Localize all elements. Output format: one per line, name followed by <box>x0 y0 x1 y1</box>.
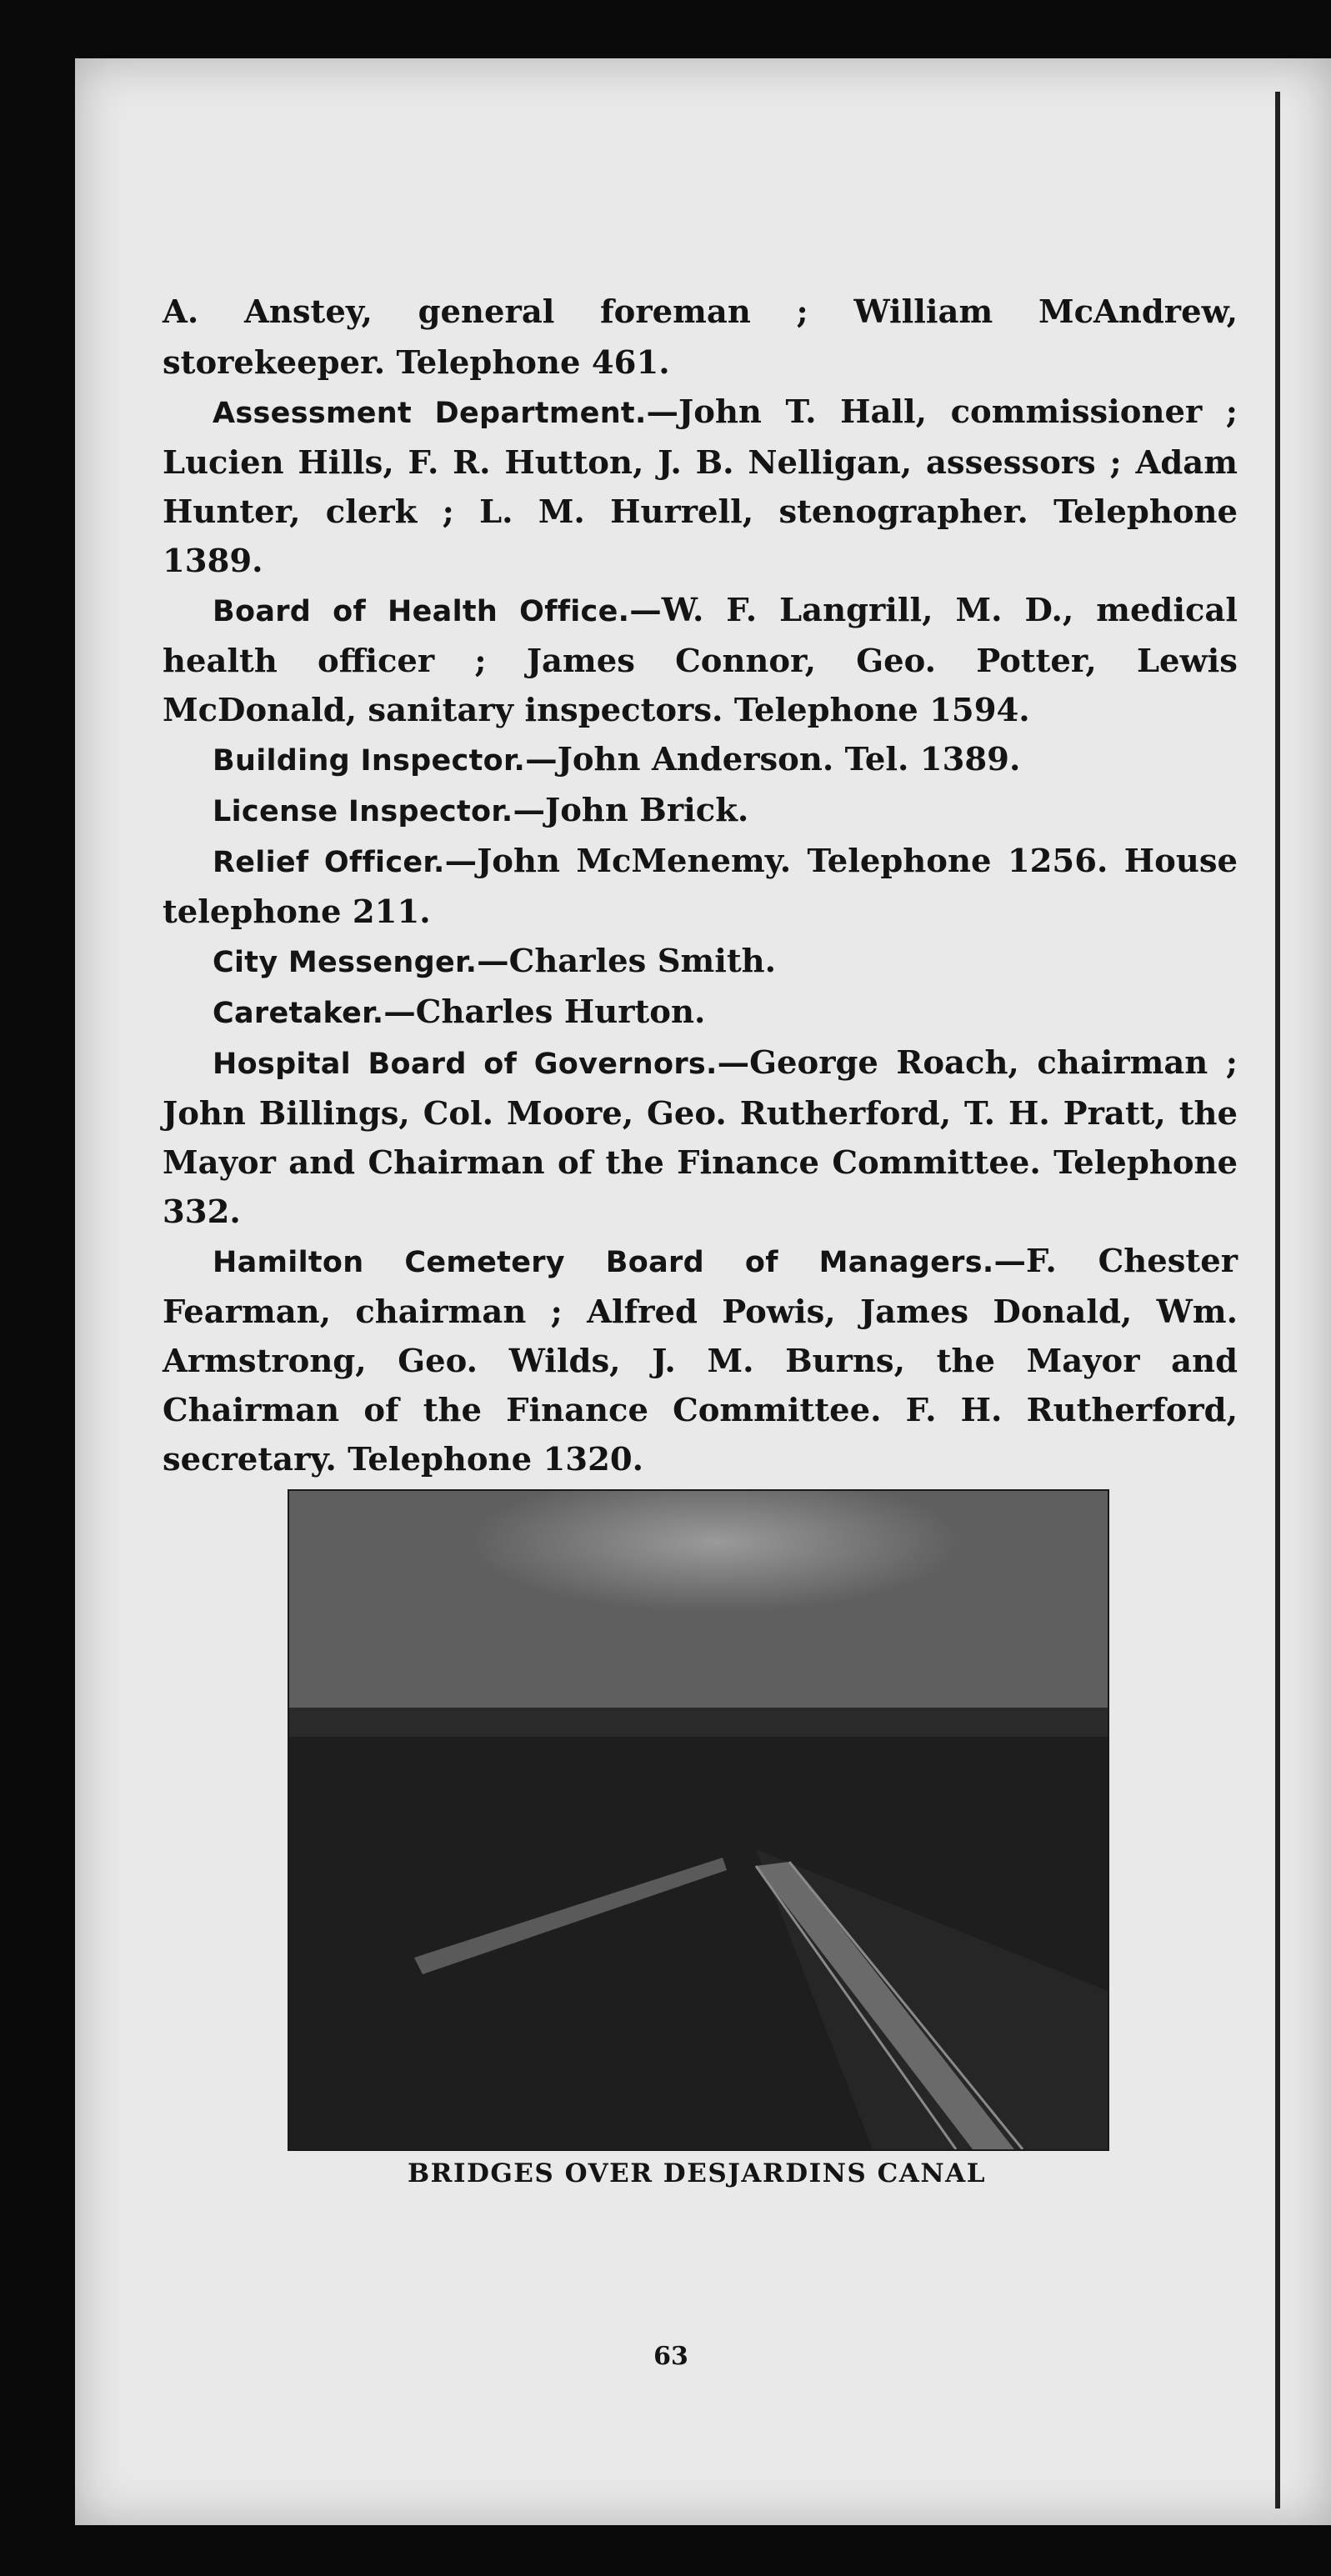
paragraph-text: —John McMenemy. Telephone 1256. House telephone 211. <box>163 843 1238 931</box>
photo-drawing <box>289 1491 1108 2149</box>
paragraph-text: —George Roach, chairman ; John Billings, Col. Moore, Geo. Rutherford, T. H. Pratt, the Mayor and Chairman of the Finance Committee. Telephone 332. <box>163 1044 1238 1231</box>
sky <box>289 1491 1108 1724</box>
paragraph-heading: Relief Officer. <box>213 846 445 879</box>
paragraph-text: —W. F. Langrill, M. D., medical health officer ; James Connor, Geo. Potter, Lewis McDonald, sanitary inspectors. Telephone 1594. <box>163 592 1238 729</box>
paragraph-heading: Building Inspector. <box>213 744 526 778</box>
paragraph-text: —John T. Hall, commissioner ; Lucien Hills, F. R. Hutton, J. B. Nelligan, assessors ; Adam Hunter, clerk ; L. M. Hurrell, stenographer. Telephone 1389. <box>163 393 1238 580</box>
paragraph-heading: License Inspector. <box>213 795 513 828</box>
paragraph <box>163 288 1238 388</box>
paragraph <box>163 1038 1238 1237</box>
paragraph <box>163 735 1238 786</box>
paragraph-text: —Charles Hurton. <box>383 993 706 1031</box>
page-number: 63 <box>653 2342 688 2371</box>
paragraph <box>163 586 1238 735</box>
paragraph-heading: Hospital Board of Governors. <box>213 1048 718 1081</box>
paragraph <box>163 988 1238 1038</box>
paragraph <box>163 388 1238 586</box>
paragraph-heading: Board of Health Office. <box>213 595 630 628</box>
page-edge <box>1275 92 1280 2508</box>
paragraph-text: —John Anderson. Tel. 1389. <box>525 741 1021 778</box>
paragraph <box>163 937 1238 988</box>
paragraph <box>163 837 1238 937</box>
paragraph-text: —Charles Smith. <box>477 943 777 980</box>
bridges-photograph <box>288 1489 1109 2151</box>
photo-caption: BRIDGES OVER DESJARDINS CANAL <box>407 2158 986 2188</box>
paragraph-heading: Hamilton Cemetery Board of Managers. <box>213 1246 994 1279</box>
paragraph <box>163 786 1238 837</box>
paragraph-heading: City Messenger. <box>213 946 478 979</box>
paragraph-text: —John Brick. <box>513 792 749 829</box>
paragraph-heading: Caretaker. <box>213 997 384 1030</box>
body-text <box>163 288 1238 1484</box>
paragraph-text: —F. Chester Fearman, chairman ; Alfred Powis, James Donald, Wm. Armstrong, Geo. Wilds, J. M. Burns, the Mayor and Chairman of the Finance Committee. F. H. Rutherford, secretary. Telephone 1320. <box>163 1243 1238 1478</box>
horizon-trees <box>289 1708 1108 1741</box>
paragraph-text: A. Anstey, general foreman ; William McAndrew, storekeeper. Telephone 461. <box>163 293 1238 382</box>
paragraph-heading: Assessment Department. <box>213 397 647 430</box>
paragraph <box>163 1237 1238 1484</box>
